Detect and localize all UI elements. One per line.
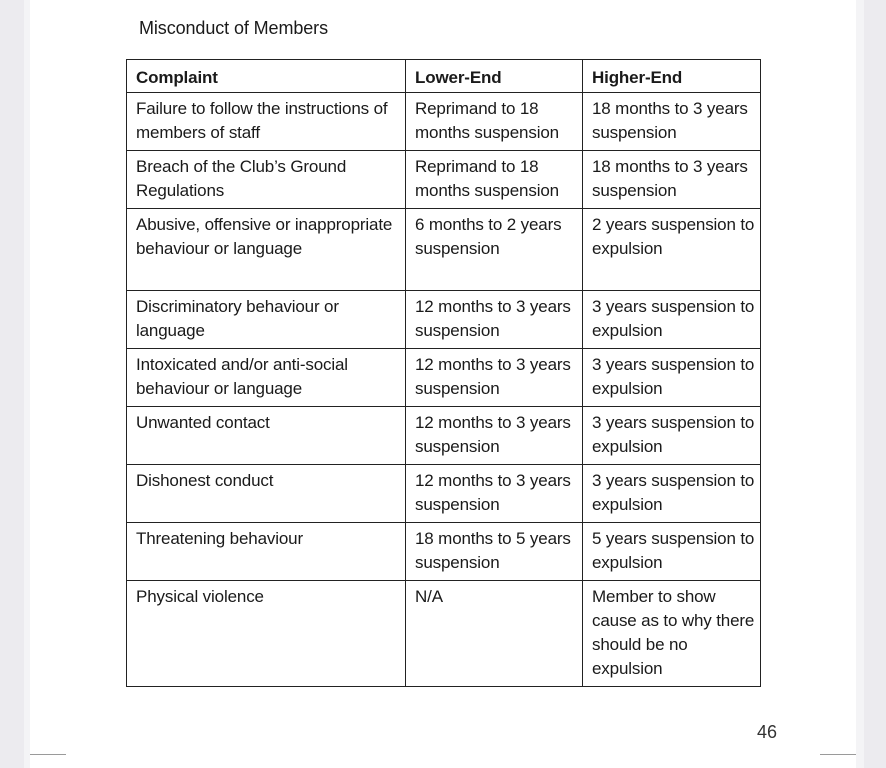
complaint-cell: Physical violence [127, 581, 406, 687]
higher-end-cell: 2 years suspension to expulsion [583, 209, 761, 291]
lower-end-cell: 12 months to 3 years suspension [406, 291, 583, 349]
higher-end-cell: 3 years suspension to expulsion [583, 465, 761, 523]
table-row [127, 407, 761, 465]
higher-end-cell: 3 years suspension to expulsion [583, 291, 761, 349]
complaint-cell: Failure to follow the instructions of members of staff [127, 93, 406, 151]
table-row [127, 209, 761, 291]
footer-divider-left [30, 754, 66, 755]
higher-end-cell: 5 years suspension to expulsion [583, 523, 761, 581]
higher-end-cell: 18 months to 3 years suspension [583, 151, 761, 209]
higher-end-cell: Member to show cause as to why there should be no expulsion [583, 581, 761, 687]
column-header-complaint: Complaint [127, 60, 406, 93]
table-row [127, 349, 761, 407]
higher-end-cell: 3 years suspension to expulsion [583, 407, 761, 465]
lower-end-cell: 6 months to 2 years suspension [406, 209, 583, 291]
footer-divider-right [820, 754, 856, 755]
complaint-cell: Discriminatory behaviour or language [127, 291, 406, 349]
section-title: Misconduct of Members [139, 18, 328, 38]
table-row [127, 291, 761, 349]
lower-end-cell: N/A [406, 581, 583, 687]
complaint-cell: Intoxicated and/or anti-social behaviour or language [127, 349, 406, 407]
table-row [127, 151, 761, 209]
table-row [127, 523, 761, 581]
table-row [127, 465, 761, 523]
complaint-cell: Abusive, offensive or inappropriate behaviour or language [127, 209, 406, 291]
lower-end-cell: Reprimand to 18 months suspension [406, 151, 583, 209]
complaint-cell: Threatening behaviour [127, 523, 406, 581]
lower-end-cell: 18 months to 5 years suspension [406, 523, 583, 581]
lower-end-cell: Reprimand to 18 months suspension [406, 93, 583, 151]
lower-end-cell: 12 months to 3 years suspension [406, 407, 583, 465]
complaint-cell: Dishonest conduct [127, 465, 406, 523]
column-header-lower-end: Lower-End [406, 60, 583, 93]
complaint-cell: Unwanted contact [127, 407, 406, 465]
higher-end-cell: 3 years suspension to expulsion [583, 349, 761, 407]
table-header-row [127, 60, 761, 93]
higher-end-cell: 18 months to 3 years suspension [583, 93, 761, 151]
table-row [127, 581, 761, 687]
misconduct-table [126, 59, 761, 687]
table-row [127, 93, 761, 151]
lower-end-cell: 12 months to 3 years suspension [406, 349, 583, 407]
lower-end-cell: 12 months to 3 years suspension [406, 465, 583, 523]
page-number: 46 [757, 722, 778, 742]
complaint-cell: Breach of the Club’s Ground Regulations [127, 151, 406, 209]
column-header-higher-end: Higher-End [583, 60, 761, 93]
